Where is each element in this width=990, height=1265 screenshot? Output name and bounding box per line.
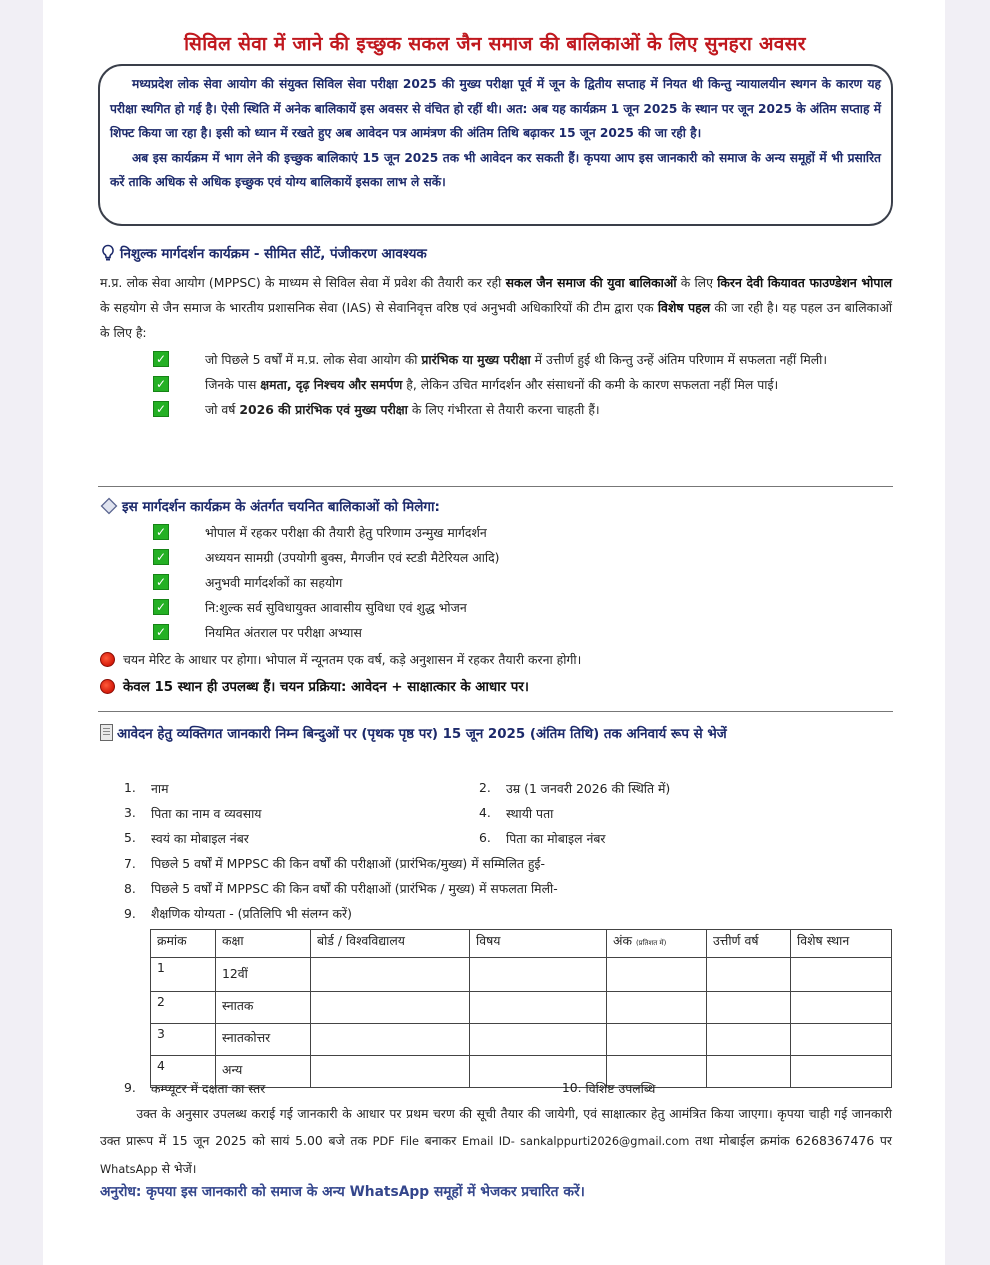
benefit-item: ✓ नि:शुल्क सर्व सुविधायुक्त आवासीय सुविधा एवं शुद्ध भोजन (153, 595, 893, 620)
benefit-item: ✓ भोपाल में रहकर परीक्षा की तैयारी हेतु परिणाम उन्मुख मार्गदर्शन (153, 520, 893, 545)
intro-bold-target: सकल जैन समाज की युवा बालिकाओं (505, 275, 677, 290)
additional-details-list (124, 1076, 894, 1101)
header-serial: क्रमांक (151, 930, 216, 958)
checkmark-icon: ✓ (153, 401, 169, 417)
checkmark-icon: ✓ (153, 376, 169, 392)
diamond-icon (100, 497, 118, 515)
intro-bold-foundation: किरन देवी कियावत फाउण्डेशन भोपाल (717, 275, 892, 290)
list-item: 3. पिता का नाम व व्यवसाय (124, 805, 262, 821)
intro-paragraph (100, 270, 892, 345)
list-item: 10. विशिष्ट उपलब्धि (561, 1080, 656, 1096)
eligibility-item: ✓ जो वर्ष 2026 की प्रारंभिक एवं मुख्य परीक्षा के लिए गंभीरता से तैयारी करना चाहती हैं। (153, 397, 893, 422)
table-row: 2 स्नातक (151, 992, 892, 1024)
table-header-row (151, 930, 892, 958)
table-cell-input[interactable] (607, 958, 707, 992)
email-address[interactable]: Email ID- sankalppurti2026@gmail.com (462, 1135, 690, 1148)
lightbulb-icon (100, 244, 116, 262)
section-benefits-heading (100, 497, 440, 515)
section-divider (98, 711, 893, 712)
table-cell-input[interactable] (791, 958, 892, 992)
eligibility-item: ✓ जिनके पास क्षमता, दृढ़ निश्चय और समर्पण है, लेकिन उचित मार्गदर्शन और संसाधनों की कमी के कारण सफलता नहीं मिल पाई। (153, 372, 893, 397)
header-board: बोर्ड / विश्वविद्यालय (311, 930, 470, 958)
benefit-item: ✓ नियमित अंतराल पर परीक्षा अभ्यास (153, 620, 893, 645)
checkmark-icon: ✓ (153, 549, 169, 565)
header-marks: अंक (प्रतिशत में) (607, 930, 707, 958)
table-cell-input[interactable] (311, 1024, 470, 1056)
table-cell-input[interactable] (607, 992, 707, 1024)
table-row: 3 स्नातकोत्तर (151, 1024, 892, 1056)
intro-text: म.प्र. लोक सेवा आयोग (MPPSC) के माध्यम से सिविल सेवा में प्रवेश की तैयारी कर रही (100, 275, 506, 290)
list-item: 6. पिता का मोबाइल नंबर (479, 830, 606, 846)
table-cell-input[interactable] (470, 1024, 607, 1056)
table-cell-input[interactable] (707, 992, 791, 1024)
header-distinction: विशेष स्थान (791, 930, 892, 958)
header-pass-year: उत्तीर्ण वर्ष (707, 930, 791, 958)
section-heading-text: इस मार्गदर्शन कार्यक्रम के अंतर्गत चयनित बालिकाओं को मिलेगा: (122, 499, 440, 515)
checkmark-icon: ✓ (153, 351, 169, 367)
share-request: अनुरोध: कृपया इस जानकारी को समाज के अन्य WhatsApp समूहों में भेजकर प्रचारित करें। (100, 1184, 585, 1200)
notice-paragraph-1: मध्यप्रदेश लोक सेवा आयोग की संयुक्त सिविल सेवा परीक्षा 2025 की मुख्य परीक्षा पूर्व में जून के द्वितीय सप्ताह में नियत थी किन्तु न्यायालयीन स्थगन के कारण यह परीक्षा स्थगित हो गई है। ऐसी स्थिति में अनेक बालिकायें इस अवसर से वंचित हो रहीं थी। अत: अब यह कार्यक्रम 1 जून 2025 के स्थान पर जून 2025 के अंतिम सप्ताह में शिफ्ट किया जा रहा है। इसी को ध्यान में रखते हुए अब आवेदन पत्र आमंत्रण की अंतिम तिथि बढ़ाकर 15 जून 2025 की जा रही है। (110, 77, 881, 140)
checkmark-icon: ✓ (153, 574, 169, 590)
list-item: 1. नाम (124, 780, 169, 796)
list-row (124, 1076, 894, 1101)
education-table (150, 929, 892, 1088)
section-heading-text: निशुल्क मार्गदर्शन कार्यक्रम - सीमित सीटें, पंजीकरण आवश्यक (120, 246, 427, 262)
table-cell-input[interactable] (791, 992, 892, 1024)
notice-box (98, 64, 893, 226)
table-cell-input[interactable] (707, 958, 791, 992)
table-cell-input[interactable] (311, 958, 470, 992)
document-icon (100, 724, 113, 741)
submission-instructions: उक्त के अनुसार उपलब्ध कराई गई जानकारी के आधार पर प्रथम चरण की सूची तैयार की जायेगी, एवं साक्षात्कार हेतु आमंत्रित किया जाएगा। कृपया चाही गई जानकारी उक्त प्रारूप में 15 जून 2025 को सायं 5.00 बजे तक PDF File बनाकर Email ID- sankalppurti2026@gmail.com तथा मोबाईल क्रमांक 6268367476 पर WhatsApp से भेजें। (100, 1106, 892, 1176)
page-title: सिविल सेवा में जाने की इच्छुक सकल जैन समाज की बालिकाओं के लिए सुनहरा अवसर (184, 33, 806, 55)
benefit-item: ✓ अनुभवी मार्गदर्शकों का सहयोग (153, 570, 893, 595)
list-item: 2. उम्र (1 जनवरी 2026 की स्थिति में) (479, 780, 671, 796)
table-cell-input[interactable] (311, 992, 470, 1024)
benefit-item: ✓ अध्ययन सामग्री (उपयोगी बुक्स, मैगजीन एवं स्टडी मैटेरियल आदि) (153, 545, 893, 570)
list-item: 5. स्वयं का मोबाइल नंबर (124, 830, 249, 846)
application-heading: आवेदन हेतु व्यक्तिगत जानकारी निम्न बिन्दुओं पर (पृथक पृष्ठ पर) 15 जून 2025 (अंतिम तिथि) तक अनिवार्य रूप से भेजें (100, 722, 892, 747)
checkmark-icon: ✓ (153, 524, 169, 540)
intro-text: के लिए (676, 275, 718, 290)
red-circle-icon (100, 679, 115, 694)
personal-details-list (124, 776, 894, 926)
selection-note: चयन मेरिट के आधार पर होगा। भोपाल में न्यूनतम एक वर्ष, कड़े अनुशासन में रहकर तैयारी करना होगी। (100, 651, 581, 668)
red-circle-icon (100, 652, 115, 667)
list-row (124, 776, 894, 801)
list-item: 9. कम्प्यूटर में दक्षता का स्तर (124, 1080, 266, 1096)
seats-note: केवल 15 स्थान ही उपलब्ध हैं। चयन प्रक्रिया: आवेदन + साक्षात्कार के आधार पर। (100, 677, 529, 695)
intro-bold-initiative: विशेष पहल (657, 300, 711, 315)
intro-text: की जा रही है। यह पहल उन बालिकाओं के लिए है: (100, 300, 892, 340)
list-item: 8. पिछले 5 वर्षों में MPPSC की किन वर्षों की परीक्षाओं (प्रारंभिक / मुख्य) में सफलता मिली- (124, 881, 558, 896)
benefits-list (153, 520, 893, 645)
eligibility-list (153, 347, 893, 422)
table-cell-input[interactable] (707, 1024, 791, 1056)
table-row: 1 12वीं (151, 958, 892, 992)
list-item: 4. स्थायी पता (479, 805, 554, 821)
notice-paragraph-2: अब इस कार्यक्रम में भाग लेने की इच्छुक बालिकाएं 15 जून 2025 तक भी आवेदन कर सकती हैं। कृपया आप इस जानकारी को समाज के अन्य समूहों में भी प्रसारित करें ताकि अधिक से अधिक इच्छुक एवं योग्य बालिकायें इसका लाभ ले सकें। (110, 150, 881, 189)
list-row (124, 801, 894, 826)
table-cell-input[interactable] (607, 1024, 707, 1056)
checkmark-icon: ✓ (153, 624, 169, 640)
section-free-guidance-heading (100, 244, 427, 262)
list-item: 9. शैक्षणिक योग्यता - (प्रतिलिपि भी संलग्न करें) (124, 906, 352, 921)
list-item: 7. पिछले 5 वर्षों में MPPSC की किन वर्षों की परीक्षाओं (प्रारंभिक/मुख्य) में सम्मिलित हुई- (124, 856, 545, 871)
header-subject: विषय (470, 930, 607, 958)
eligibility-item: ✓ जो पिछले 5 वर्षों में म.प्र. लोक सेवा आयोग की प्रारंभिक या मुख्य परीक्षा में उत्तीर्ण हुई थी किन्तु उन्हें अंतिम परिणाम में सफलता नहीं मिली। (153, 347, 893, 372)
table-cell-input[interactable] (791, 1024, 892, 1056)
table-row: 4 अन्य (151, 1056, 892, 1088)
list-row (124, 826, 894, 851)
checkmark-icon: ✓ (153, 599, 169, 615)
header-class: कक्षा (216, 930, 311, 958)
table-cell-input[interactable] (470, 958, 607, 992)
section-divider (98, 486, 893, 487)
intro-text: के सहयोग से जैन समाज के भारतीय प्रशासनिक सेवा (IAS) से सेवानिवृत्त वरिष्ठ एवं अनुभवी अधिकारियों की टीम द्वारा एक (100, 300, 658, 315)
table-cell-input[interactable] (470, 992, 607, 1024)
